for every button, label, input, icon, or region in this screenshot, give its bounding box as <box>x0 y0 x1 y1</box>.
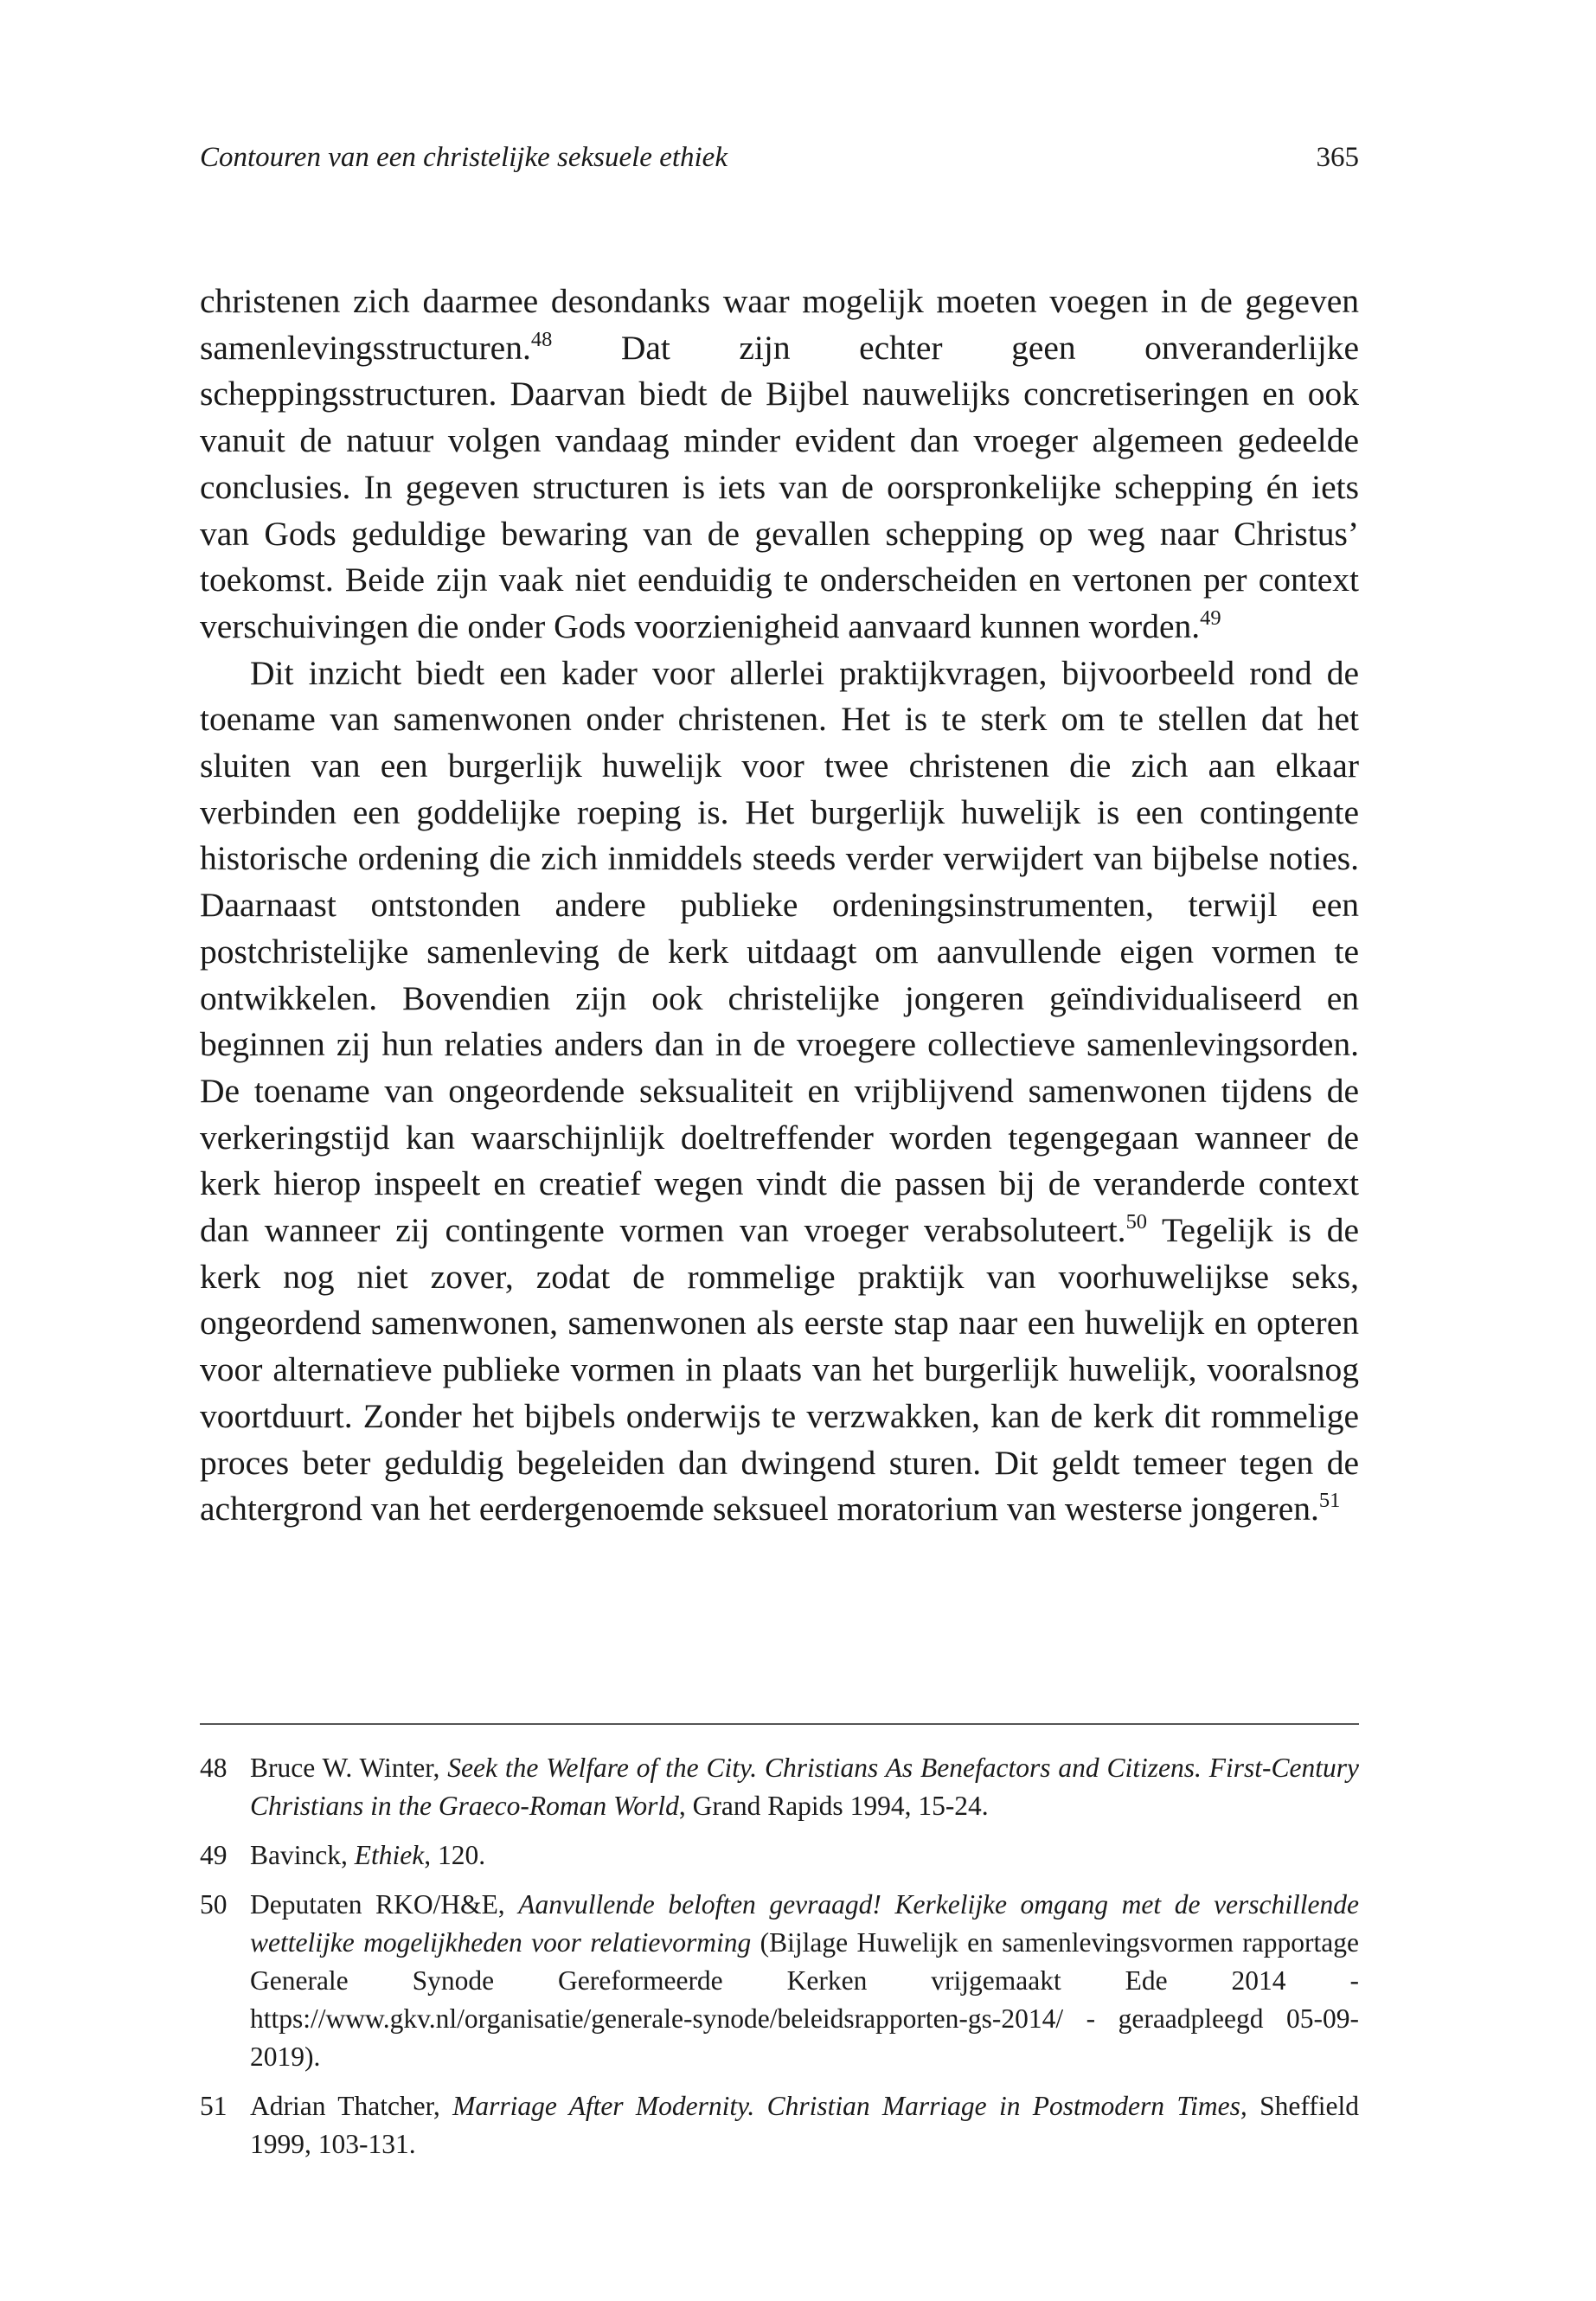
footnote-ref-49[interactable]: 49 <box>1200 606 1221 630</box>
paragraph-text: Dit inzicht biedt een kader voor allerlei praktijkvragen, bijvoorbeeld rond de toename van samenwonen onder christenen. Het is te sterk om te stellen dat het sluiten van een burgerlijk huwelijk voor twee christenen die zich aan elkaar verbinden een goddelijke roeping is. Het burgerlijk huwelijk is een contingente historische ordening die zich inmiddels steeds verder verwijdert van bijbelse noties. Daarnaast ontstonden andere publieke ordeningsinstrumenten, terwijl een postchristelijke samenleving de kerk uitdaagt om aanvullende eigen vormen te ontwikkelen. Bovendien zijn ook christelijke jongeren geïndividualiseerd en beginnen zij hun relaties anders dan in de vroegere collectieve samenlevingsorden. De toename van ongeordende seksualiteit en vrijblijvend samenwonen tijdens de verkeringstijd kan waarschijnlijk doeltreffender worden tegengegaan wanneer de kerk hierop inspeelt en creatief wegen vindt die passen bij de veranderde context dan wanneer zij contingente vormen van vroeger verabsoluteert. <box>200 653 1359 1250</box>
footnote-number: 48 <box>200 1753 228 1783</box>
footnote-text <box>250 1753 1359 1821</box>
footnote-author: Adrian Thatcher, <box>250 2091 453 2121</box>
footnote-49 <box>200 1836 1359 1875</box>
page-number: 365 <box>1316 142 1359 173</box>
footnote-text <box>250 1889 1359 2072</box>
footnote-title: Seek the Welfare of the City. Christians As Benefactors and Citizens. First-Century Christians in the Graeco-Roman World <box>250 1753 1359 1821</box>
footnote-number: 51 <box>200 2091 228 2121</box>
footnote-author: Deputaten RKO/H&E, <box>250 1889 519 1920</box>
running-header <box>200 138 1359 176</box>
paragraph-text: christenen zich daarmee desondanks waar mogelijk moeten voegen in de gegeven samenlevingsstructuren. <box>200 282 1359 367</box>
footnote-text <box>250 1840 485 1870</box>
footnote-51 <box>200 2087 1359 2163</box>
footnotes <box>200 1749 1359 2175</box>
paragraph-2 <box>200 651 1359 1533</box>
footnote-48 <box>200 1749 1359 1825</box>
footnote-number: 50 <box>200 1889 228 1920</box>
footnote-ref-51[interactable]: 51 <box>1318 1489 1341 1513</box>
footnote-50 <box>200 1886 1359 2076</box>
paragraph-text: Tegelijk is de kerk nog niet zover, zodat de rommelige praktijk van voorhuwelijkse seks, ongeordend samenwonen, samenwonen als eerste stap naar een huwelijk en opteren voor alternatieve publieke vormen in plaats van het burgerlijk huwelijk, vooralsnog voortduurt. Zonder het bijbels onderwijs te verzwakken, kan de kerk dit rommelige proces beter geduldig begeleiden dan dwingend sturen. Dit geldt temeer tegen de achtergrond van het eerdergenoemde seksueel moratorium van westerse jongeren. <box>200 1211 1359 1529</box>
paragraph-1 <box>200 279 1359 651</box>
footnote-text <box>250 2091 1359 2159</box>
footnote-title: Ethiek <box>354 1840 425 1870</box>
body-text <box>200 279 1359 1533</box>
footnote-details: , Grand Rapids 1994, 15-24. <box>678 1791 989 1821</box>
footnote-author: Bavinck, <box>250 1840 355 1870</box>
footnote-details: , 120. <box>424 1840 486 1870</box>
footnote-title: Aanvullende beloften gevraagd! Kerkelijke omgang met de verschillende wettelijke mogelijkheden voor relatievorming <box>250 1889 1359 1958</box>
paragraph-text: Dat zijn echter geen onveranderlijke scheppingsstructuren. Daarvan biedt de Bijbel nauwelijks concretiseringen en ook vanuit de natuur volgen vandaag minder evident dan vroeger algemeen gedeelde conclusies. In gegeven structuren is iets van de oorspronkelijke schepping én iets van Gods geduldige bewaring van de gevallen schepping op weg naar Christus’ toekomst. Beide zijn vaak niet eenduidig te onderscheiden en vertonen per context verschuivingen die onder Gods voorzienigheid aanvaard kunnen worden. <box>200 328 1359 645</box>
footnote-title: Marriage After Modernity. Christian Marriage in Postmodern Times, <box>452 2091 1247 2121</box>
footnote-ref-48[interactable]: 48 <box>530 327 553 351</box>
footnote-author: Bruce W. Winter, <box>250 1753 448 1783</box>
footnote-details: (Bijlage Huwelijk en samenlevingsvormen rapportage Generale Synode Gereformeerde Kerken vrijgemaakt Ede 2014 - https://www.gkv.nl/organisatie/generale-synode/beleidsrapporten-gs-2014/ - geraadpleegd 05-09-2019). <box>250 1927 1359 2072</box>
running-title: Contouren van een christelijke seksuele ethiek <box>200 142 727 173</box>
footnote-ref-50[interactable]: 50 <box>1125 1209 1148 1234</box>
footnote-number: 49 <box>200 1840 228 1870</box>
footnote-divider <box>200 1723 1359 1725</box>
footnote-details: Sheffield 1999, 103-131. <box>250 2091 1359 2159</box>
